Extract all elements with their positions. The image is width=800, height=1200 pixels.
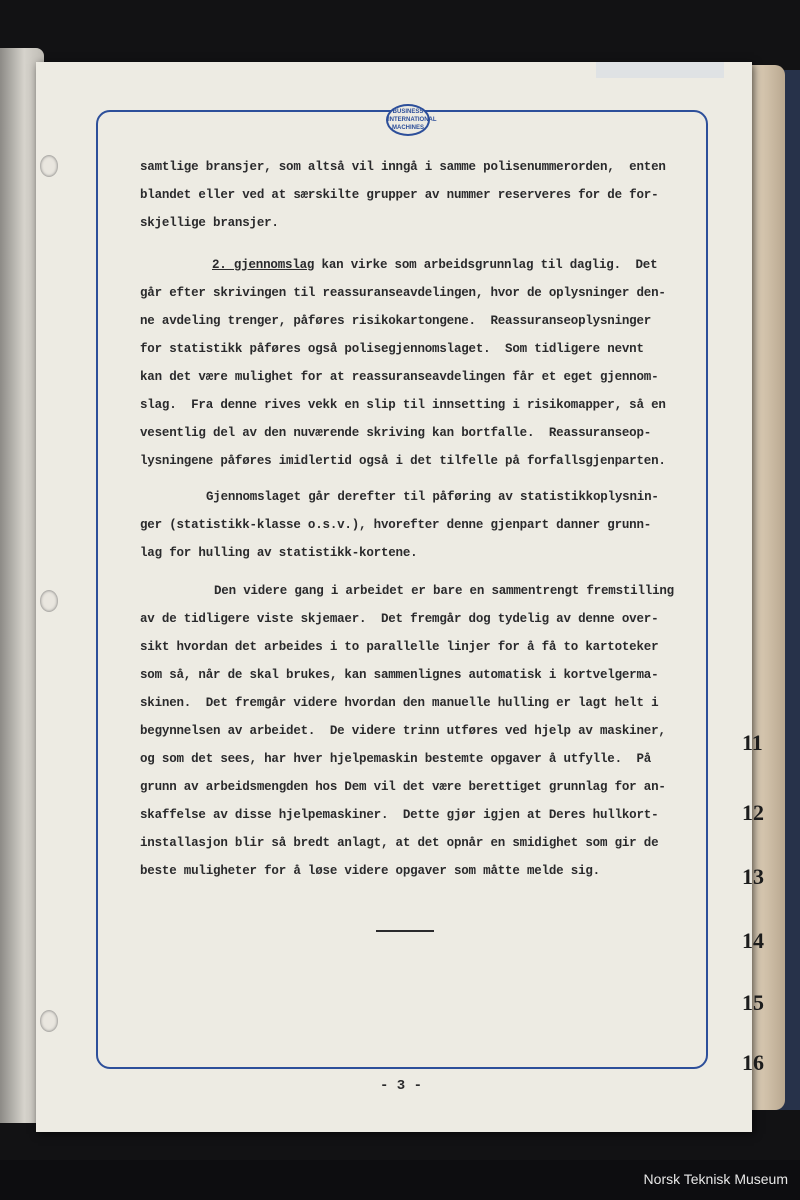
text-line: grunn av arbeidsmengden hos Dem vil det være berettiget grunnlag for an- — [140, 780, 666, 794]
text-line — [212, 258, 657, 272]
underlined-term: 2. gjennomslag — [212, 258, 315, 272]
text-line: går efter skrivingen til reassuranseavdelingen, hvor de oplysninger den- — [140, 286, 666, 300]
binder-hole — [40, 1010, 58, 1032]
binder-hole — [40, 155, 58, 177]
museum-credit: Norsk Teknisk Museum — [643, 1171, 788, 1187]
logo-line: BUSINESS — [392, 109, 424, 115]
text-line-rest: kan virke som arbeidsgrunnlag til daglig. Det — [321, 258, 658, 272]
text-line: skaffelse av disse hjelpemaskiner. Dette gjør igjen at Deres hullkort- — [140, 808, 659, 822]
text-line: begynnelsen av arbeidet. De videre trinn utføres ved hjelp av maskiner, — [140, 724, 666, 738]
text-line: lysningene påføres imidlertid også i det tilfelle på forfallsgjenparten. — [140, 454, 666, 468]
index-tab[interactable]: 11 — [742, 730, 763, 755]
index-tab[interactable]: 14 — [742, 928, 764, 953]
text-line: som så, når de skal brukes, kan sammenlignes automatisk i kortvelgerma- — [140, 668, 659, 682]
index-tab[interactable]: 15 — [742, 990, 764, 1015]
text-line: installasjon blir så bredt anlagt, at det opnår en smidighet som gir de — [140, 836, 659, 850]
text-line: blandet eller ved at særskilte grupper av nummer reserveres for de for- — [140, 188, 659, 202]
logo-line: MACHINES — [391, 125, 424, 131]
text-line: beste muligheter for å løse videre opgaver som måtte melde sig. — [140, 864, 600, 878]
text-line: Gjennomslaget går derefter til påføring av statistikkoplysnin- — [206, 490, 659, 504]
text-line: kan det være mulighet for at reassuranseavdelingen får et eget gjennom- — [140, 370, 659, 384]
binder-hole — [40, 590, 58, 612]
text-line: Den videre gang i arbeidet er bare en sammentrengt fremstilling — [214, 584, 674, 598]
text-line: ger (statistikk-klasse o.s.v.), hvorefter denne gjenpart danner grunn- — [140, 518, 652, 532]
index-tab[interactable]: 13 — [742, 864, 764, 889]
page-edge-strip — [596, 62, 724, 78]
credit-footer — [0, 1160, 800, 1200]
text-line: vesentlig del av den nuværende skriving kan bortfalle. Reassuranseop- — [140, 426, 652, 440]
body-text — [140, 160, 680, 878]
logo-line: INTERNATIONAL — [388, 117, 437, 123]
text-line: slag. Fra denne rives vekk en slip til innsetting i risikomapper, så en — [140, 398, 666, 412]
text-line: sikt hvordan det arbeides i to parallelle linjer for å få to kartoteker — [140, 640, 659, 654]
closing-rule — [376, 930, 434, 932]
text-line: skinen. Det fremgår videre hvordan den manuelle hulling er lagt helt i — [140, 696, 659, 710]
index-tab[interactable]: 16 — [742, 1050, 764, 1075]
text-line: samtlige bransjer, som altså vil inngå i samme polisenummerorden, enten — [140, 160, 666, 174]
text-line: av de tidligere viste skjemaer. Det fremgår dog tydelig av denne over- — [140, 612, 659, 626]
text-line: skjellige bransjer. — [140, 216, 279, 230]
text-line: ne avdeling trenger, påføres risikokartongene. Reassuranseoplysninger — [140, 314, 652, 328]
text-line: lag for hulling av statistikk-kortene. — [140, 546, 418, 560]
text-line: for statistikk påføres også polisegjennomslaget. Som tidligere nevnt — [140, 342, 644, 356]
index-tab[interactable]: 12 — [742, 800, 764, 825]
ibm-logo — [386, 104, 437, 136]
page-number: - 3 - — [380, 1078, 423, 1094]
text-line: og som det sees, har hver hjelpemaskin bestemte opgaver å utfylle. På — [140, 752, 652, 766]
